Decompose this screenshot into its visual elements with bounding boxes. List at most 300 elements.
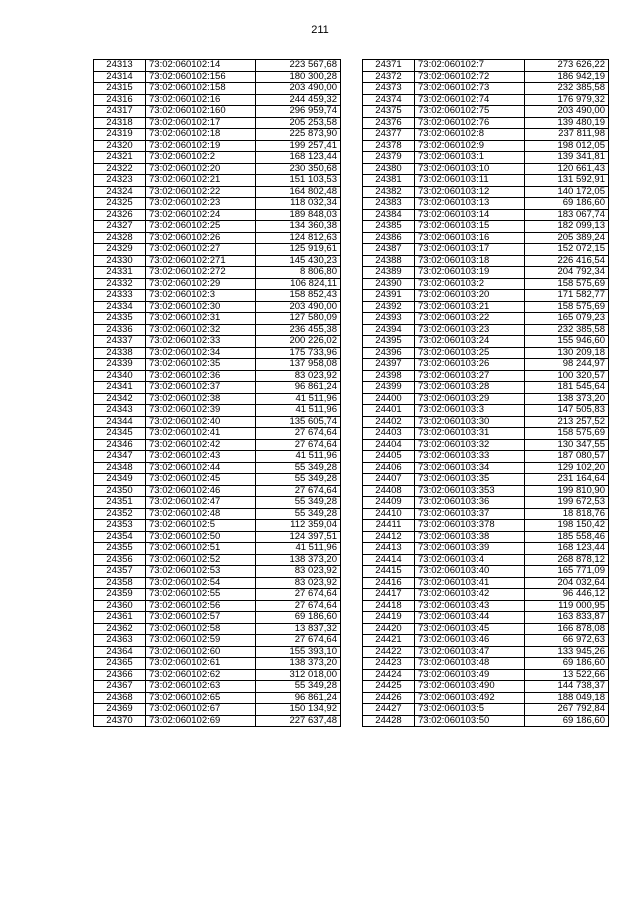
table-row [363, 152, 609, 164]
cadastral-value: 96 861,24 [256, 692, 341, 704]
row-number: 24322 [94, 163, 146, 175]
table-row [363, 117, 609, 129]
row-number: 24333 [94, 290, 146, 302]
cadastral-number: 73:02:060103:378 [415, 520, 525, 532]
cadastral-number: 73:02:060102:8 [415, 129, 525, 141]
cadastral-number: 73:02:060103:32 [415, 439, 525, 451]
cadastral-number: 73:02:060102:63 [146, 681, 256, 693]
cadastral-value: 150 134,92 [256, 704, 341, 716]
cadastral-number: 73:02:060102:72 [415, 71, 525, 83]
row-number: 24318 [94, 117, 146, 129]
row-number: 24414 [363, 554, 415, 566]
row-number: 24401 [363, 405, 415, 417]
cadastral-number: 73:02:060102:42 [146, 439, 256, 451]
row-number: 24376 [363, 117, 415, 129]
row-number: 24335 [94, 313, 146, 325]
table-row [363, 600, 609, 612]
cadastral-value: 124 812,63 [256, 232, 341, 244]
cadastral-value: 13 522,66 [525, 669, 609, 681]
table-row [363, 255, 609, 267]
cadastral-value: 185 558,46 [525, 531, 609, 543]
row-number: 24427 [363, 704, 415, 716]
cadastral-value: 213 257,52 [525, 416, 609, 428]
cadastral-value: 158 575,69 [525, 278, 609, 290]
cadastral-value: 183 067,74 [525, 209, 609, 221]
row-number: 24350 [94, 485, 146, 497]
cadastral-number: 73:02:060102:272 [146, 267, 256, 279]
cadastral-value: 55 349,28 [256, 497, 341, 509]
row-number: 24336 [94, 324, 146, 336]
row-number: 24398 [363, 370, 415, 382]
row-number: 24329 [94, 244, 146, 256]
cadastral-number: 73:02:060102:5 [146, 520, 256, 532]
cadastral-number: 73:02:060102:29 [146, 278, 256, 290]
cadastral-number: 73:02:060102:26 [146, 232, 256, 244]
cadastral-value: 147 505,83 [525, 405, 609, 417]
cadastral-number: 73:02:060103:20 [415, 290, 525, 302]
cadastral-value: 232 385,58 [525, 83, 609, 95]
cadastral-value: 125 919,61 [256, 244, 341, 256]
row-number: 24386 [363, 232, 415, 244]
row-number: 24380 [363, 163, 415, 175]
row-number: 24391 [363, 290, 415, 302]
table-row [94, 186, 341, 198]
cadastral-value: 55 349,28 [256, 508, 341, 520]
row-number: 24372 [363, 71, 415, 83]
table-row [363, 635, 609, 647]
cadastral-value: 182 099,13 [525, 221, 609, 233]
cadastral-value: 83 023,92 [256, 566, 341, 578]
cadastral-number: 73:02:060102:160 [146, 106, 256, 118]
row-number: 24320 [94, 140, 146, 152]
cadastral-value: 205 253,58 [256, 117, 341, 129]
cadastral-number: 73:02:060103:353 [415, 485, 525, 497]
table-row [363, 451, 609, 463]
table-row [94, 646, 341, 658]
table-row [363, 382, 609, 394]
row-number: 24373 [363, 83, 415, 95]
cadastral-number: 73:02:060102:48 [146, 508, 256, 520]
table-row [363, 129, 609, 141]
table-row [363, 428, 609, 440]
row-number: 24337 [94, 336, 146, 348]
table-row [363, 324, 609, 336]
row-number: 24424 [363, 669, 415, 681]
row-number: 24423 [363, 658, 415, 670]
table-row [94, 508, 341, 520]
cadastral-value: 27 674,64 [256, 600, 341, 612]
table-row [363, 175, 609, 187]
row-number: 24413 [363, 543, 415, 555]
cadastral-number: 73:02:060102:33 [146, 336, 256, 348]
cadastral-number: 73:02:060102:32 [146, 324, 256, 336]
cadastral-number: 73:02:060102:156 [146, 71, 256, 83]
row-number: 24345 [94, 428, 146, 440]
cadastral-value: 27 674,64 [256, 485, 341, 497]
table-row [94, 612, 341, 624]
row-number: 24334 [94, 301, 146, 313]
cadastral-value: 66 972,63 [525, 635, 609, 647]
cadastral-number: 73:02:060103:44 [415, 612, 525, 624]
table-row [363, 278, 609, 290]
table-row [363, 704, 609, 716]
row-number: 24366 [94, 669, 146, 681]
cadastral-value: 83 023,92 [256, 370, 341, 382]
cadastral-value: 176 979,32 [525, 94, 609, 106]
cadastral-value: 237 811,98 [525, 129, 609, 141]
cadastral-number: 73:02:060103:492 [415, 692, 525, 704]
cadastral-number: 73:02:060103:35 [415, 474, 525, 486]
table-row [94, 451, 341, 463]
cadastral-value: 165 771,09 [525, 566, 609, 578]
row-number: 24367 [94, 681, 146, 693]
row-number: 24325 [94, 198, 146, 210]
table-row [94, 324, 341, 336]
cadastral-value: 138 373,20 [525, 393, 609, 405]
cadastral-value: 139 480,19 [525, 117, 609, 129]
cadastral-number: 73:02:060102:65 [146, 692, 256, 704]
cadastral-number: 73:02:060103:10 [415, 163, 525, 175]
cadastral-number: 73:02:060103:23 [415, 324, 525, 336]
row-number: 24330 [94, 255, 146, 267]
row-number: 24374 [363, 94, 415, 106]
cadastral-number: 73:02:060103:21 [415, 301, 525, 313]
row-number: 24422 [363, 646, 415, 658]
table-row [363, 267, 609, 279]
cadastral-number: 73:02:060102:35 [146, 359, 256, 371]
table-row [94, 658, 341, 670]
cadastral-number: 73:02:060103:33 [415, 451, 525, 463]
cadastral-value: 163 833,87 [525, 612, 609, 624]
cadastral-value: 267 792,84 [525, 704, 609, 716]
cadastral-value: 204 792,34 [525, 267, 609, 279]
table-row [363, 577, 609, 589]
cadastral-value: 13 837,32 [256, 623, 341, 635]
row-number: 24408 [363, 485, 415, 497]
cadastral-value: 227 637,48 [256, 715, 341, 727]
cadastral-value: 236 455,38 [256, 324, 341, 336]
table-row [94, 60, 341, 72]
cadastral-number: 73:02:060102:67 [146, 704, 256, 716]
cadastral-number: 73:02:060102:14 [146, 60, 256, 72]
cadastral-value: 158 575,69 [525, 301, 609, 313]
row-number: 24412 [363, 531, 415, 543]
cadastral-number: 73:02:060102:30 [146, 301, 256, 313]
cadastral-number: 73:02:060103:46 [415, 635, 525, 647]
cadastral-value: 268 878,12 [525, 554, 609, 566]
cadastral-number: 73:02:060103:36 [415, 497, 525, 509]
cadastral-number: 73:02:060103:47 [415, 646, 525, 658]
cadastral-number: 73:02:060102:47 [146, 497, 256, 509]
cadastral-value: 41 511,96 [256, 543, 341, 555]
cadastral-value: 96 446,12 [525, 589, 609, 601]
cadastral-number: 73:02:060102:55 [146, 589, 256, 601]
table-row [363, 301, 609, 313]
table-row [363, 531, 609, 543]
table-row [94, 692, 341, 704]
table-row [363, 313, 609, 325]
cadastral-value: 130 209,18 [525, 347, 609, 359]
table-row [363, 462, 609, 474]
cadastral-number: 73:02:060102:24 [146, 209, 256, 221]
row-number: 24400 [363, 393, 415, 405]
cadastral-value: 200 226,02 [256, 336, 341, 348]
cadastral-value: 120 661,43 [525, 163, 609, 175]
row-number: 24361 [94, 612, 146, 624]
cadastral-number: 73:02:060102:60 [146, 646, 256, 658]
cadastral-value: 232 385,58 [525, 324, 609, 336]
left-ledger-table [93, 59, 341, 727]
row-number: 24381 [363, 175, 415, 187]
table-row [94, 313, 341, 325]
cadastral-number: 73:02:060102:50 [146, 531, 256, 543]
table-row [94, 704, 341, 716]
table-row [94, 566, 341, 578]
cadastral-value: 231 164,64 [525, 474, 609, 486]
row-number: 24426 [363, 692, 415, 704]
cadastral-number: 73:02:060103:19 [415, 267, 525, 279]
table-row [94, 83, 341, 95]
row-number: 24349 [94, 474, 146, 486]
table-row [363, 589, 609, 601]
cadastral-value: 134 360,38 [256, 221, 341, 233]
page-number: 211 [311, 24, 329, 36]
cadastral-value: 137 958,08 [256, 359, 341, 371]
cadastral-value: 130 347,55 [525, 439, 609, 451]
row-number: 24359 [94, 589, 146, 601]
right-ledger-body [363, 60, 609, 727]
table-row [363, 715, 609, 727]
row-number: 24315 [94, 83, 146, 95]
cadastral-number: 73:02:060102:41 [146, 428, 256, 440]
row-number: 24419 [363, 612, 415, 624]
row-number: 24387 [363, 244, 415, 256]
cadastral-number: 73:02:060103:1 [415, 152, 525, 164]
cadastral-number: 73:02:060103:48 [415, 658, 525, 670]
cadastral-value: 168 123,44 [256, 152, 341, 164]
row-number: 24365 [94, 658, 146, 670]
cadastral-value: 203 490,00 [256, 83, 341, 95]
table-row [94, 71, 341, 83]
cadastral-number: 73:02:060102:271 [146, 255, 256, 267]
table-row [94, 577, 341, 589]
row-number: 24405 [363, 451, 415, 463]
table-row [363, 497, 609, 509]
cadastral-value: 119 000,95 [525, 600, 609, 612]
cadastral-value: 27 674,64 [256, 428, 341, 440]
cadastral-value: 83 023,92 [256, 577, 341, 589]
table-row [363, 163, 609, 175]
cadastral-number: 73:02:060103:11 [415, 175, 525, 187]
cadastral-value: 226 416,54 [525, 255, 609, 267]
table-row [363, 347, 609, 359]
table-row [94, 347, 341, 359]
cadastral-value: 69 186,60 [525, 658, 609, 670]
table-row [94, 428, 341, 440]
row-number: 24332 [94, 278, 146, 290]
row-number: 24341 [94, 382, 146, 394]
table-row [94, 589, 341, 601]
cadastral-value: 69 186,60 [256, 612, 341, 624]
row-number: 24369 [94, 704, 146, 716]
cadastral-number: 73:02:060103:34 [415, 462, 525, 474]
cadastral-number: 73:02:060102:7 [415, 60, 525, 72]
table-row [363, 290, 609, 302]
table-row [363, 140, 609, 152]
table-row [94, 393, 341, 405]
table-row [363, 612, 609, 624]
row-number: 24396 [363, 347, 415, 359]
row-number: 24344 [94, 416, 146, 428]
table-row [94, 681, 341, 693]
cadastral-value: 186 942,19 [525, 71, 609, 83]
cadastral-value: 55 349,28 [256, 681, 341, 693]
row-number: 24416 [363, 577, 415, 589]
table-row [94, 531, 341, 543]
cadastral-value: 124 397,51 [256, 531, 341, 543]
table-row [363, 554, 609, 566]
row-number: 24370 [94, 715, 146, 727]
cadastral-number: 73:02:060102:17 [146, 117, 256, 129]
row-number: 24417 [363, 589, 415, 601]
cadastral-value: 312 018,00 [256, 669, 341, 681]
table-row [363, 669, 609, 681]
cadastral-value: 168 123,44 [525, 543, 609, 555]
cadastral-value: 151 103,53 [256, 175, 341, 187]
table-row [94, 715, 341, 727]
cadastral-number: 73:02:060103:42 [415, 589, 525, 601]
cadastral-number: 73:02:060102:23 [146, 198, 256, 210]
cadastral-number: 73:02:060103:26 [415, 359, 525, 371]
row-number: 24347 [94, 451, 146, 463]
cadastral-value: 127 580,09 [256, 313, 341, 325]
table-row [94, 497, 341, 509]
row-number: 24358 [94, 577, 146, 589]
cadastral-number: 73:02:060103:4 [415, 554, 525, 566]
table-row [363, 60, 609, 72]
table-row [94, 623, 341, 635]
row-number: 24357 [94, 566, 146, 578]
cadastral-value: 55 349,28 [256, 462, 341, 474]
row-number: 24389 [363, 267, 415, 279]
row-number: 24328 [94, 232, 146, 244]
table-row [363, 393, 609, 405]
cadastral-number: 73:02:060103:28 [415, 382, 525, 394]
table-row [94, 382, 341, 394]
cadastral-number: 73:02:060102:43 [146, 451, 256, 463]
cadastral-number: 73:02:060102:46 [146, 485, 256, 497]
table-row [363, 566, 609, 578]
cadastral-number: 73:02:060102:22 [146, 186, 256, 198]
cadastral-number: 73:02:060102:21 [146, 175, 256, 187]
left-ledger-body [94, 60, 341, 727]
cadastral-number: 73:02:060103:17 [415, 244, 525, 256]
table-row [94, 520, 341, 532]
cadastral-number: 73:02:060102:45 [146, 474, 256, 486]
table-row [94, 669, 341, 681]
table-row [363, 520, 609, 532]
cadastral-value: 55 349,28 [256, 474, 341, 486]
cadastral-number: 73:02:060102:18 [146, 129, 256, 141]
table-row [363, 221, 609, 233]
cadastral-value: 273 626,22 [525, 60, 609, 72]
row-number: 24348 [94, 462, 146, 474]
cadastral-number: 73:02:060103:41 [415, 577, 525, 589]
cadastral-value: 199 257,41 [256, 140, 341, 152]
cadastral-number: 73:02:060103:18 [415, 255, 525, 267]
cadastral-number: 73:02:060102:36 [146, 370, 256, 382]
table-row [94, 244, 341, 256]
table-row [94, 600, 341, 612]
row-number: 24428 [363, 715, 415, 727]
table-row [94, 278, 341, 290]
table-row [363, 209, 609, 221]
cadastral-number: 73:02:060103:16 [415, 232, 525, 244]
row-number: 24421 [363, 635, 415, 647]
cadastral-value: 165 079,23 [525, 313, 609, 325]
cadastral-value: 296 959,74 [256, 106, 341, 118]
row-number: 24425 [363, 681, 415, 693]
row-number: 24326 [94, 209, 146, 221]
cadastral-value: 155 393,10 [256, 646, 341, 658]
cadastral-number: 73:02:060103:50 [415, 715, 525, 727]
table-row [94, 232, 341, 244]
row-number: 24420 [363, 623, 415, 635]
row-number: 24399 [363, 382, 415, 394]
table-row [94, 255, 341, 267]
cadastral-value: 41 511,96 [256, 451, 341, 463]
cadastral-value: 106 824,11 [256, 278, 341, 290]
cadastral-value: 139 341,81 [525, 152, 609, 164]
table-row [94, 439, 341, 451]
row-number: 24406 [363, 462, 415, 474]
row-number: 24314 [94, 71, 146, 83]
right-ledger-table [362, 59, 609, 727]
table-row [94, 198, 341, 210]
row-number: 24342 [94, 393, 146, 405]
cadastral-number: 73:02:060103:15 [415, 221, 525, 233]
row-number: 24327 [94, 221, 146, 233]
row-number: 24379 [363, 152, 415, 164]
table-row [363, 359, 609, 371]
table-row [363, 71, 609, 83]
cadastral-value: 164 802,48 [256, 186, 341, 198]
table-row [94, 290, 341, 302]
cadastral-value: 199 810,90 [525, 485, 609, 497]
cadastral-value: 140 172,05 [525, 186, 609, 198]
cadastral-number: 73:02:060102:51 [146, 543, 256, 555]
cadastral-value: 158 852,43 [256, 290, 341, 302]
table-row [94, 209, 341, 221]
table-row [94, 175, 341, 187]
cadastral-value: 166 878,08 [525, 623, 609, 635]
cadastral-value: 188 049,18 [525, 692, 609, 704]
cadastral-value: 41 511,96 [256, 393, 341, 405]
cadastral-value: 18 818,76 [525, 508, 609, 520]
cadastral-value: 203 490,00 [525, 106, 609, 118]
row-number: 24409 [363, 497, 415, 509]
table-row [363, 244, 609, 256]
table-row [363, 646, 609, 658]
cadastral-number: 73:02:060102:31 [146, 313, 256, 325]
cadastral-number: 73:02:060103:3 [415, 405, 525, 417]
table-row [94, 554, 341, 566]
cadastral-number: 73:02:060102:44 [146, 462, 256, 474]
row-number: 24411 [363, 520, 415, 532]
table-row [94, 267, 341, 279]
cadastral-number: 73:02:060103:5 [415, 704, 525, 716]
row-number: 24403 [363, 428, 415, 440]
